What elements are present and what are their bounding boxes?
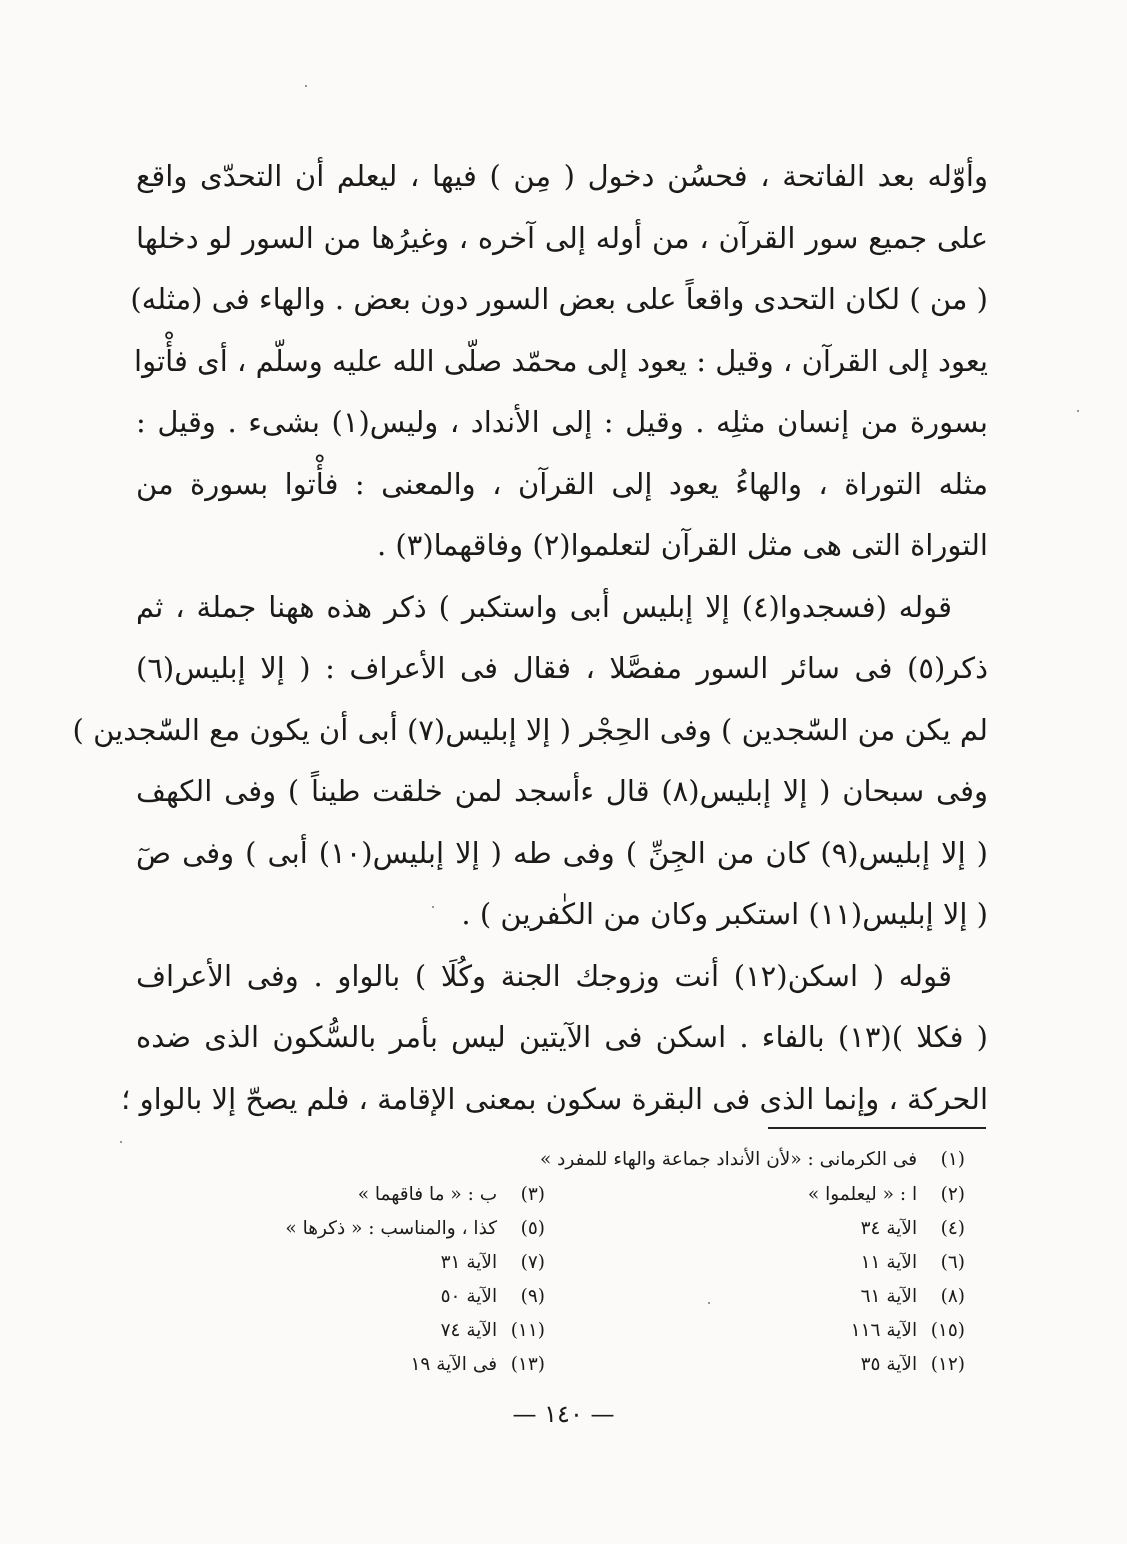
footnote-number: (٥) bbox=[520, 1218, 545, 1239]
text-line: التوراة التى هى مثل القرآن لتعلموا(٢) وفاقهما(٣) . bbox=[376, 528, 988, 562]
scan-speck bbox=[432, 906, 434, 908]
footnote-number: (١٥) bbox=[930, 1320, 965, 1341]
footnote-text: ب : « ما فاقهما » bbox=[357, 1184, 498, 1205]
text-line: ( إلا إبليس(٩) كان من الجِنِّ ) وفى طه ( إلا إبليس(١٠) أبى ) وفى صٓ bbox=[136, 835, 988, 870]
footnote-item bbox=[441, 1280, 545, 1314]
footnote-number: (١٣) bbox=[510, 1354, 545, 1375]
footnote-number: (٩) bbox=[520, 1286, 545, 1307]
main-text bbox=[72, 146, 988, 1130]
text-line: ( فكلا )(١٣) بالفاء . اسكن فى الآيتين ليس بأمر بالسُّكون الذى ضده bbox=[136, 1020, 988, 1054]
text-line: قوله ( اسكن(١٢) أنت وزوجك الجنة وكُلَا ) بالواو . وفى الأعراف bbox=[136, 958, 952, 993]
text-line: وأوّله بعد الفاتحة ، فحسُن دخول ( مِن ) فيها ، ليعلم أن التحدّى واقع bbox=[136, 159, 988, 193]
scan-speck bbox=[708, 1302, 710, 1304]
text-line: لم يكن من السّٰجدين ) وفى الحِجْر ( إلا إبليس(٧) أبى أن يكون مع السّٰجدين ) bbox=[72, 712, 988, 747]
scan-speck bbox=[305, 85, 307, 87]
text-line: وفى سبحان ( إلا إبليس(٨) قال ءأسجد لمن خلقت طيناً ) وفى الكهف bbox=[136, 774, 988, 808]
footnote-item bbox=[700, 1280, 965, 1314]
footnote-row bbox=[150, 1314, 965, 1348]
footnote-text: الآية ٥٠ bbox=[440, 1286, 498, 1307]
footnote-text: كذا ، والمناسب : « ذكرها » bbox=[285, 1218, 498, 1239]
footnote-item bbox=[285, 1212, 545, 1246]
footnote-item bbox=[700, 1212, 965, 1246]
footnote-text: الآية ٣٤ bbox=[860, 1218, 918, 1239]
footnote-item bbox=[700, 1314, 965, 1348]
text-line: الحركة ، وإنما الذى فى البقرة سكون بمعنى الإقامة ، فلم يصحّ إلا بالواو ؛ bbox=[121, 1081, 988, 1116]
footnote-item bbox=[441, 1314, 545, 1348]
footnote-number: (١٢) bbox=[930, 1354, 965, 1375]
footnote-text: الآية ٣٥ bbox=[860, 1354, 918, 1375]
footnote-text: ا : « ليعلموا » bbox=[807, 1184, 918, 1205]
footnotes bbox=[150, 1142, 965, 1382]
footnote-text: الآية ٧٤ bbox=[440, 1320, 498, 1341]
footnote-text: الآية ١١٦ bbox=[850, 1320, 918, 1341]
footnote-number: (١١) bbox=[510, 1320, 545, 1341]
footnote-number: (٧) bbox=[520, 1252, 545, 1273]
footnote-number: (٢) bbox=[940, 1184, 965, 1205]
footnote-number: (٣) bbox=[520, 1184, 545, 1205]
text-line: مثله التوراة ، والهاءُ يعود إلى القرآن ، والمعنى : فأْتوا بسورة من bbox=[136, 466, 988, 501]
scan-speck bbox=[120, 1141, 122, 1143]
footnote-item bbox=[150, 1142, 965, 1178]
text-line: قوله (فسجدوا(٤) إلا إبليس أبى واستكبر ) ذكر هذه ههنا جملة ، ثم bbox=[136, 589, 953, 624]
text-line: ( من ) لكان التحدى واقعاً على بعض السور دون بعض . والهاء فى (مثله) bbox=[130, 282, 988, 316]
footnote-text: فى الآية ١٩ bbox=[410, 1354, 498, 1375]
footnote-number: (٦) bbox=[940, 1252, 965, 1273]
footnote-item bbox=[410, 1348, 545, 1382]
footnote-item bbox=[700, 1178, 965, 1212]
page-number: — ١٤٠ — bbox=[512, 1400, 615, 1428]
footnote-number: (٨) bbox=[940, 1286, 965, 1307]
footnote-text: الآية ١١ bbox=[860, 1252, 918, 1273]
footnote-row bbox=[150, 1246, 965, 1280]
footnote-number: (٤) bbox=[940, 1218, 965, 1239]
text-line: على جميع سور القرآن ، من أوله إلى آخره ، وغيرُها من السور لو دخلها bbox=[136, 220, 988, 255]
text-line: يعود إلى القرآن ، وقيل : يعود إلى محمّد صلّى الله عليه وسلّم ، أى فأْتوا bbox=[134, 343, 988, 378]
footnote-item bbox=[700, 1348, 965, 1382]
text-line: ( إلا إبليس(١١) استكبر وكان من الكٰفرين ) . bbox=[461, 897, 988, 931]
footnote-text: فى الكرمانى : «لأن الأنداد جماعة والهاء للمفرد » bbox=[539, 1149, 918, 1170]
footnote-divider bbox=[768, 1127, 986, 1129]
footnote-row bbox=[150, 1178, 965, 1212]
footnote-text: الآية ٦١ bbox=[860, 1286, 918, 1307]
footnote-row bbox=[150, 1348, 965, 1382]
footnote-item bbox=[358, 1178, 545, 1212]
text-line: بسورة من إنسان مثلِه . وقيل : إلى الأنداد ، وليس(١) بشىء . وقيل : bbox=[136, 405, 988, 439]
footnote-row bbox=[150, 1280, 965, 1314]
scan-speck bbox=[1077, 410, 1079, 412]
footnote-row bbox=[150, 1212, 965, 1246]
footnote-item bbox=[441, 1246, 545, 1280]
footnote-item bbox=[700, 1246, 965, 1280]
footnote-text: الآية ٣١ bbox=[440, 1252, 498, 1273]
text-line: ذكر(٥) فى سائر السور مفصَّلا ، فقال فى الأعراف : ( إلا إبليس(٦) bbox=[136, 651, 988, 685]
footnote-number: (١) bbox=[940, 1149, 965, 1170]
